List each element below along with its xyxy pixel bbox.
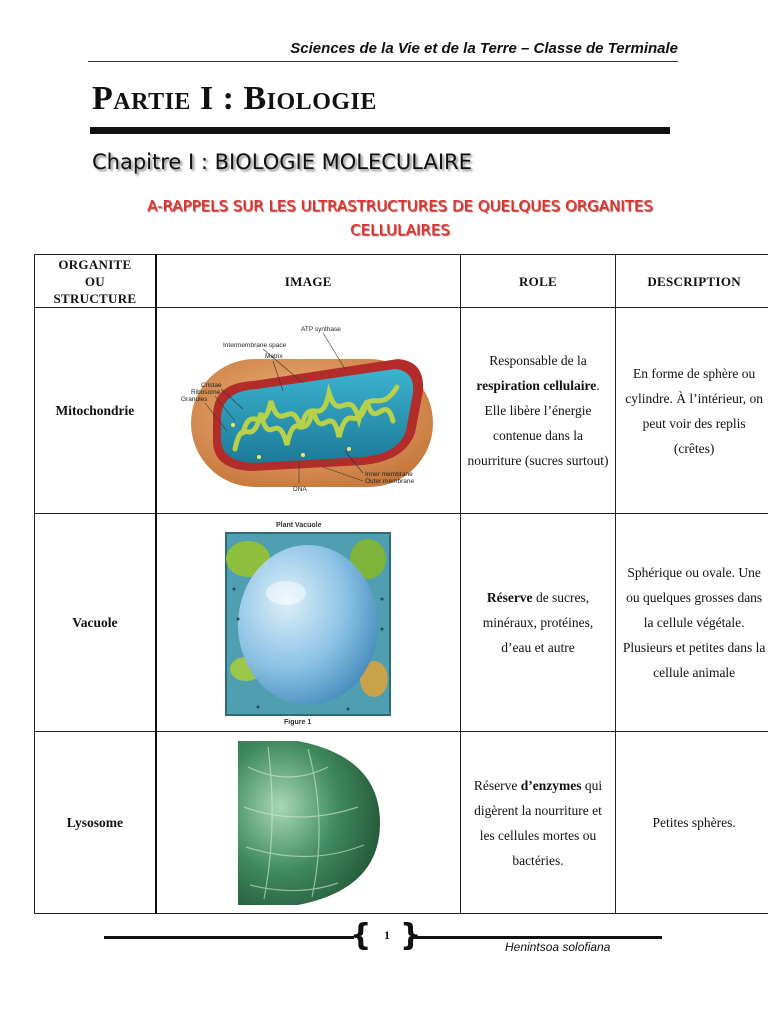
- lysosome-illustration: [228, 737, 388, 909]
- section-title-line1: A-RAPPELS SUR LES ULTRASTRUCTURES DE QUELQUES ORGANITES: [147, 197, 653, 215]
- lysosome-body: [238, 741, 380, 905]
- header-organite: [35, 255, 156, 308]
- role-cell: [460, 308, 616, 514]
- page-number: 1: [384, 928, 390, 942]
- partie-title: Partie I : Biologie: [92, 80, 377, 117]
- description-cell: Petites sphères.: [616, 732, 768, 914]
- header-divider: [88, 61, 678, 62]
- label-atp: ATP synthase: [301, 325, 342, 333]
- description-cell: Sphérique ou ovale. Une ou quelques grosses dans la cellule végétale. Plusieurs et petites dans la cellule animale: [616, 514, 768, 732]
- label-matrix: Matrix: [265, 352, 283, 360]
- header-role: ROLE: [460, 255, 616, 308]
- vacuole-illustration: [218, 519, 398, 727]
- label-dna: DNA: [293, 485, 308, 493]
- header-description: DESCRIPTION: [616, 255, 768, 308]
- label-outer: Outer membrane: [365, 477, 415, 485]
- section-title: [100, 194, 700, 242]
- vacuole-caption-top: Plant Vacuole: [276, 521, 322, 529]
- role-text: Réserve: [473, 777, 521, 793]
- running-header: Sciences de la Vie et de la Terre – Classe de Terminale: [290, 40, 678, 57]
- mitochondria-image: [156, 308, 460, 514]
- footer-line-left: [104, 936, 354, 939]
- chapter-title: Chapitre I : BIOLOGIE MOLECULAIRE: [92, 150, 472, 174]
- role-text-rest: . Elle libère l’énergie contenue dans la nourriture (sucres surtout): [467, 378, 609, 468]
- table-header-row: [35, 255, 768, 308]
- organelle-name: Mitochondrie: [35, 308, 156, 514]
- role-cell: [460, 732, 616, 914]
- vacuole-image: [156, 514, 460, 732]
- table-row: [35, 732, 768, 914]
- lysosome-image: [156, 732, 460, 914]
- role-text-rest: de sucres, minéraux, protéines, d’eau et autre: [482, 590, 594, 655]
- table-row: [35, 308, 768, 514]
- vacuole-sphere: [238, 545, 378, 705]
- header-organite-line3: STRUCTURE: [53, 290, 137, 306]
- mitochondria-illustration: [173, 321, 443, 501]
- organelle-name: Lysosome: [35, 732, 156, 914]
- organelle-table: [34, 254, 768, 914]
- header-image: IMAGE: [156, 255, 460, 308]
- footer-brace-right: }: [400, 918, 422, 953]
- header-organite-line2: OU: [84, 273, 105, 289]
- header-organite-line1: ORGANITE: [58, 256, 132, 272]
- role-cell: [460, 514, 616, 732]
- role-text: Responsable de la: [489, 353, 587, 368]
- role-keyword: d’enzymes: [520, 777, 582, 793]
- partie-rule: [90, 127, 670, 134]
- label-granules: Granules: [181, 395, 208, 403]
- label-inner: Inner membrane: [365, 470, 413, 478]
- organelle-name: Vacuole: [35, 514, 156, 732]
- footer-brace-left: {: [350, 918, 372, 953]
- role-keyword: respiration cellulaire: [476, 378, 597, 393]
- footer-author: Henintsoa solofiana: [505, 940, 611, 954]
- vacuole-caption-bottom: Figure 1: [284, 718, 312, 726]
- footer-line-right: [414, 936, 662, 939]
- table-row: [35, 514, 768, 732]
- description-cell: En forme de sphère ou cylindre. À l’intérieur, on peut voir des replis (crêtes): [616, 308, 768, 514]
- role-text-rest: qui digèrent la nourriture et les cellules mortes ou bactéries.: [474, 777, 603, 868]
- section-title-line2: CELLULAIRES: [350, 221, 450, 239]
- role-keyword: Réserve: [486, 590, 533, 605]
- label-cristae: Cristae: [201, 381, 222, 389]
- label-ribosome: Ribosome: [191, 388, 221, 396]
- label-intermembrane: Intermembrane space: [223, 341, 287, 349]
